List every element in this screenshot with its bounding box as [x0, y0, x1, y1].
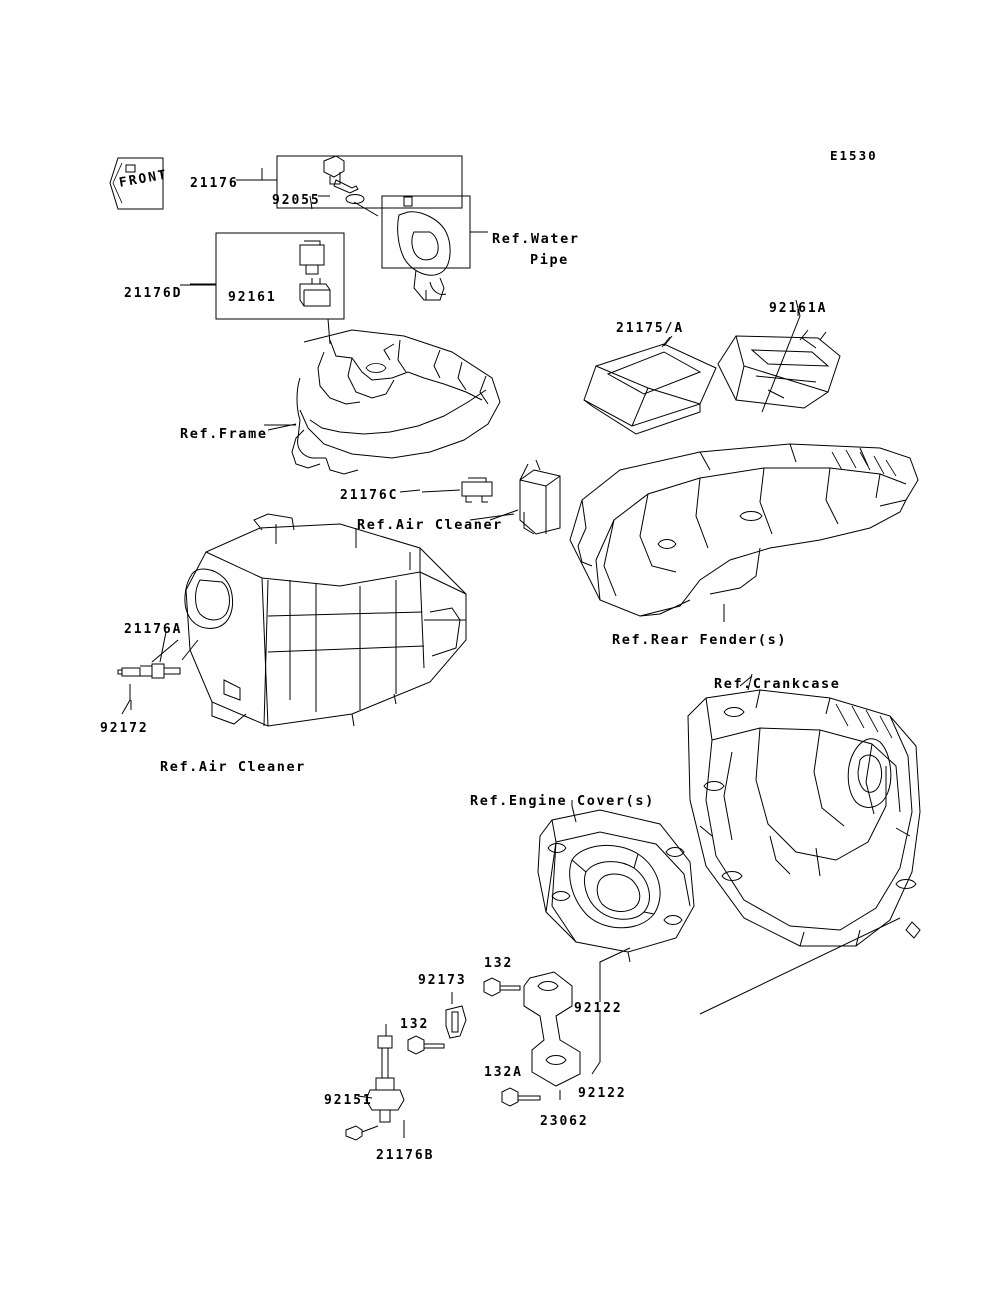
part-label-21176B: 21176B [376, 1148, 435, 1163]
ref-label-frame: Ref.Frame [180, 426, 268, 442]
sensor-21176A [118, 632, 198, 714]
ref-label-crankcase: Ref.Crankcase [714, 676, 841, 692]
ref-label-rear-fender: Ref.Rear Fender(s) [612, 632, 788, 648]
part-label-21176A: 21176A [124, 622, 183, 637]
ref-frame [264, 330, 500, 474]
part-label-132-lower: 132 [400, 1017, 430, 1032]
part-label-92173: 92173 [418, 973, 467, 988]
part-label-92161: 92161 [228, 290, 277, 305]
part-label-92055: 92055 [272, 193, 321, 208]
part-label-132-upper: 132 [484, 956, 514, 971]
ref-engine-cover [538, 806, 694, 962]
ref-water-pipe [354, 196, 488, 300]
part-label-21176C: 21176C [340, 488, 399, 503]
ref-label-water-pipe-2: Pipe [530, 252, 569, 268]
ref-rear-fender [570, 444, 918, 616]
ref-label-water-pipe: Ref.Water [492, 231, 580, 247]
part-label-92122-lower: 92122 [578, 1086, 627, 1101]
front-arrow-label: FRONT [118, 167, 169, 191]
part-label-21176: 21176 [190, 176, 239, 191]
part-label-92122-upper: 92122 [574, 1001, 623, 1016]
ref-label-engine-cover: Ref.Engine Cover(s) [470, 793, 655, 809]
part-label-92172: 92172 [100, 721, 149, 736]
ref-air-cleaner-box [185, 514, 466, 726]
part-label-21176D: 21176D [124, 286, 183, 301]
part-label-132A: 132A [484, 1065, 523, 1080]
ecu-21175 [584, 337, 716, 434]
ref-crankcase [688, 674, 920, 946]
ref-label-air-cleaner-top: Ref.Air Cleaner [357, 517, 503, 533]
part-label-21175A: 21175/A [616, 321, 685, 336]
part-label-92151: 92151 [324, 1093, 373, 1108]
ref-label-air-cleaner-bottom: Ref.Air Cleaner [160, 759, 306, 775]
diagram-id-code: E1530 [830, 148, 878, 163]
part-label-92161A: 92161A [769, 301, 828, 316]
part-label-23062: 23062 [540, 1114, 589, 1129]
